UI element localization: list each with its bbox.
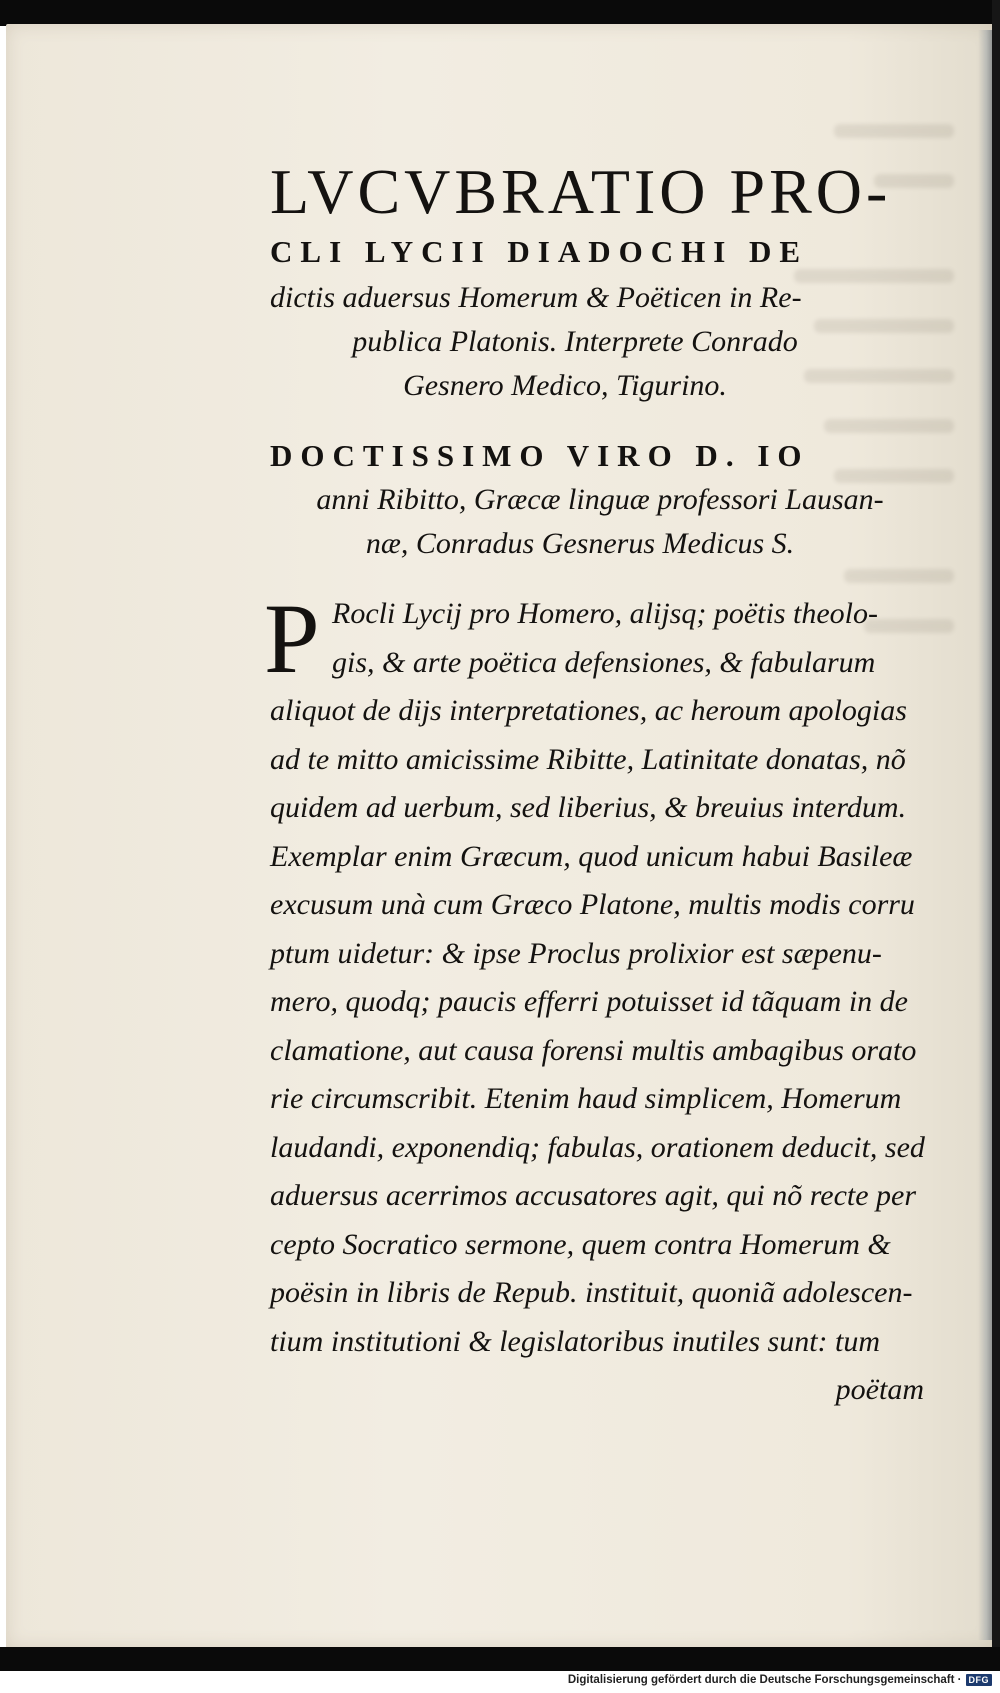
body-line: gis, & arte poëtica defensiones, & fabularum bbox=[332, 645, 876, 679]
body-line: excusum unà cum Græco Platone, multis modis corru bbox=[270, 888, 915, 921]
body-line: quidem ad uerbum, sed liberius, & breuius interdum. bbox=[270, 791, 907, 824]
scan-right-border bbox=[992, 0, 1000, 1671]
title-line-4: publica Platonis. Interprete Conrado bbox=[352, 325, 798, 358]
body-line: ad te mitto amicissime Ribitte, Latinitate donatas, nõ bbox=[270, 742, 906, 776]
body-line: Rocli Lycij pro Homero, alijsq; poëtis theolo- bbox=[332, 597, 878, 630]
title-line-2: CLI LYCII DIADOCHI DE bbox=[270, 234, 809, 269]
body-line: clamatione, aut causa forensi multis ambagibus orato bbox=[270, 1033, 917, 1067]
body-text bbox=[264, 583, 950, 1414]
title-line-5: Gesnero Medico, Tigurino. bbox=[403, 369, 727, 402]
body-line: ptum uidetur: & ipse Proclus prolixior est sæpenu- bbox=[270, 936, 882, 970]
scan-bottom-border bbox=[0, 1647, 1000, 1671]
scan-top-border bbox=[0, 0, 1000, 26]
digitization-credit bbox=[568, 1674, 992, 1686]
body-line: rie circumscribit. Etenim haud simplicem, Homerum bbox=[270, 1082, 902, 1115]
book-page bbox=[6, 24, 994, 1648]
body-line: poësin in libris de Repub. instituit, quoniã adolescen- bbox=[270, 1276, 913, 1309]
title-line-3: dictis aduersus Homerum & Poëticen in Re- bbox=[270, 281, 802, 314]
dfg-logo: DFG bbox=[966, 1674, 993, 1686]
title-line-1: LVCVBRATIO PRO- bbox=[270, 156, 892, 227]
body-line: cepto Socratico sermone, quem contra Homerum & bbox=[270, 1227, 891, 1261]
body-line: tium institutioni & legislatoribus inutiles sunt: tum bbox=[270, 1324, 881, 1358]
body-line: mero, quodq; paucis efferri potuisset id tãquam in de bbox=[270, 985, 908, 1018]
body-line: aliquot de dijs interpretationes, ac heroum apologias bbox=[270, 694, 907, 727]
drop-capital: P bbox=[264, 583, 320, 694]
body-line: aduersus acerrimos accusatores agit, qui nõ recte per bbox=[270, 1179, 917, 1212]
dedication-line-3: næ, Conradus Gesnerus Medicus S. bbox=[365, 527, 795, 560]
credit-text: Digitalisierung gefördert durch die Deutsche Forschungsgemeinschaft · bbox=[567, 1674, 962, 1686]
page-text bbox=[264, 156, 950, 1414]
catchword: poëtam bbox=[835, 1373, 924, 1406]
dedication-heading: DOCTISSIMO VIRO D. IO bbox=[270, 438, 810, 473]
body-line: laudandi, exponendiq; fabulas, orationem deducit, sed bbox=[270, 1130, 925, 1164]
body-line: Exemplar enim Græcum, quod unicum habui Basileæ bbox=[270, 839, 913, 873]
page-edge-shadow bbox=[978, 30, 992, 1640]
dedication-line-2: anni Ribitto, Græcæ linguæ professori Lausan- bbox=[316, 483, 884, 516]
